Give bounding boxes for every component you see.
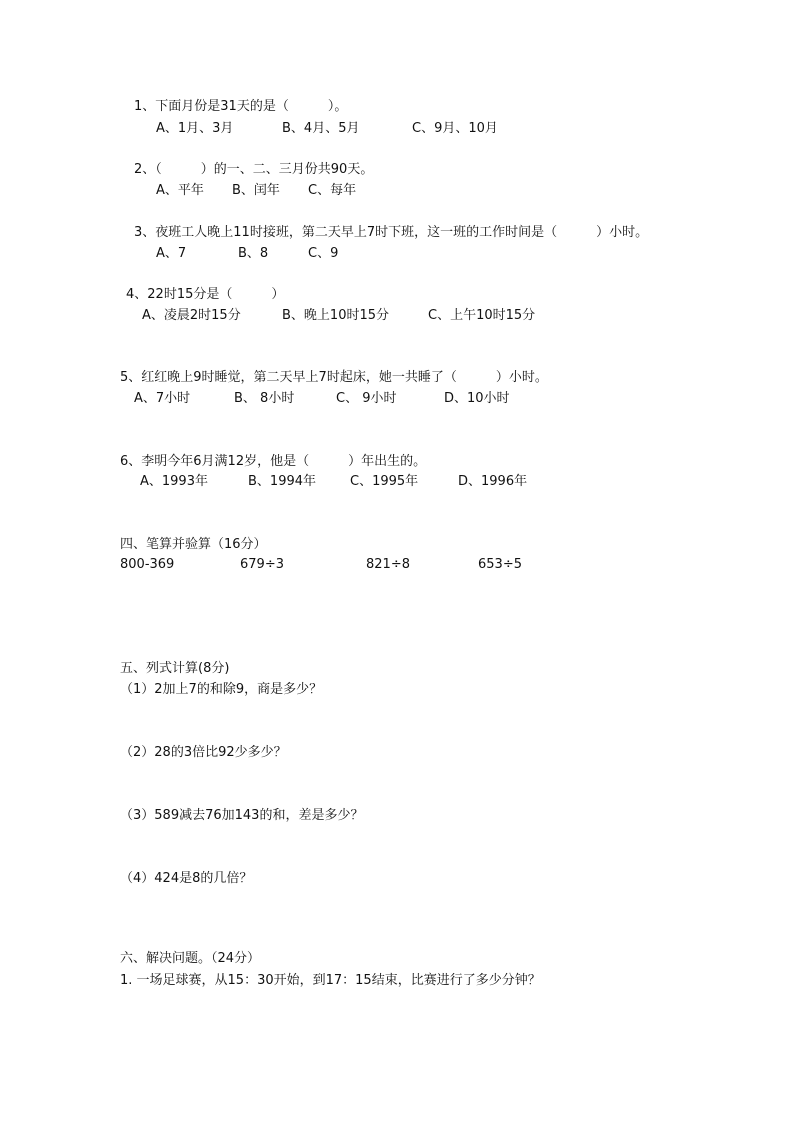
section-4-problem-2: 679÷3 bbox=[240, 557, 284, 572]
question-1-option-c: C、9月、10月 bbox=[412, 121, 498, 136]
section-4-problem-1: 800-369 bbox=[120, 557, 175, 572]
question-1-stem: 1、下面月份是31天的是（ ）。 bbox=[134, 99, 348, 114]
section-6-heading: 六、解决问题。（24分） bbox=[120, 951, 261, 966]
question-2-option-b: B、闰年 bbox=[232, 183, 280, 198]
question-3-option-a: A、7 bbox=[156, 246, 187, 261]
question-5-option-a: A、7小时 bbox=[134, 391, 191, 406]
question-5-stem: 5、红红晚上9时睡觉，第二天早上7时起床，她一共睡了（ ）小时。 bbox=[120, 370, 548, 385]
section-4-problem-3: 821÷8 bbox=[366, 557, 410, 572]
section-5-heading: 五、列式计算(8分) bbox=[120, 661, 230, 676]
question-2-option-a: A、平年 bbox=[156, 183, 204, 198]
question-6-option-a: A、1993年 bbox=[140, 474, 208, 489]
question-6-option-b: B、1994年 bbox=[248, 474, 317, 489]
question-2-stem: 2、（ ）的一、二、三月份共90天。 bbox=[134, 162, 374, 177]
section-5-item-3: （3）589减去76加143的和，差是多少？ bbox=[120, 808, 364, 823]
question-6-option-c: C、1995年 bbox=[350, 474, 419, 489]
section-4-problem-4: 653÷5 bbox=[478, 557, 522, 572]
section-5-item-1: （1）2加上7的和除9，商是多少？ bbox=[120, 682, 323, 697]
question-6-stem: 6、李明今年6月满12岁，他是（ ）年出生的。 bbox=[120, 454, 427, 469]
section-5-item-2: （2）28的3倍比92少多少？ bbox=[120, 745, 287, 760]
question-5-option-b: B、 8小时 bbox=[234, 391, 295, 406]
question-3-option-b: B、8 bbox=[238, 246, 269, 261]
question-3-option-c: C、9 bbox=[308, 246, 339, 261]
question-2-option-c: C、每年 bbox=[308, 183, 357, 198]
question-5-option-c: C、 9小时 bbox=[336, 391, 397, 406]
question-6-option-d: D、1996年 bbox=[458, 474, 528, 489]
question-4-option-b: B、晚上10时15分 bbox=[282, 308, 390, 323]
question-4-option-c: C、上午10时15分 bbox=[428, 308, 536, 323]
question-3-stem: 3、夜班工人晚上11时接班，第二天早上7时下班，这一班的工作时间是（ ）小时。 bbox=[134, 225, 649, 240]
question-5-option-d: D、10小时 bbox=[444, 391, 510, 406]
section-4-heading: 四、笔算并验算（16分） bbox=[120, 537, 267, 552]
section-5-item-4: （4）424是8的几倍？ bbox=[120, 871, 253, 886]
question-1-option-b: B、4月、5月 bbox=[282, 121, 360, 136]
question-1-option-a: A、1月、3月 bbox=[156, 121, 234, 136]
section-6-item-1: 1. 一场足球赛，从15：30开始，到17：15结束，比赛进行了多少分钟？ bbox=[120, 973, 541, 988]
question-4-option-a: A、凌晨2时15分 bbox=[142, 308, 241, 323]
question-4-stem: 4、22时15分是（ ） bbox=[126, 287, 285, 302]
